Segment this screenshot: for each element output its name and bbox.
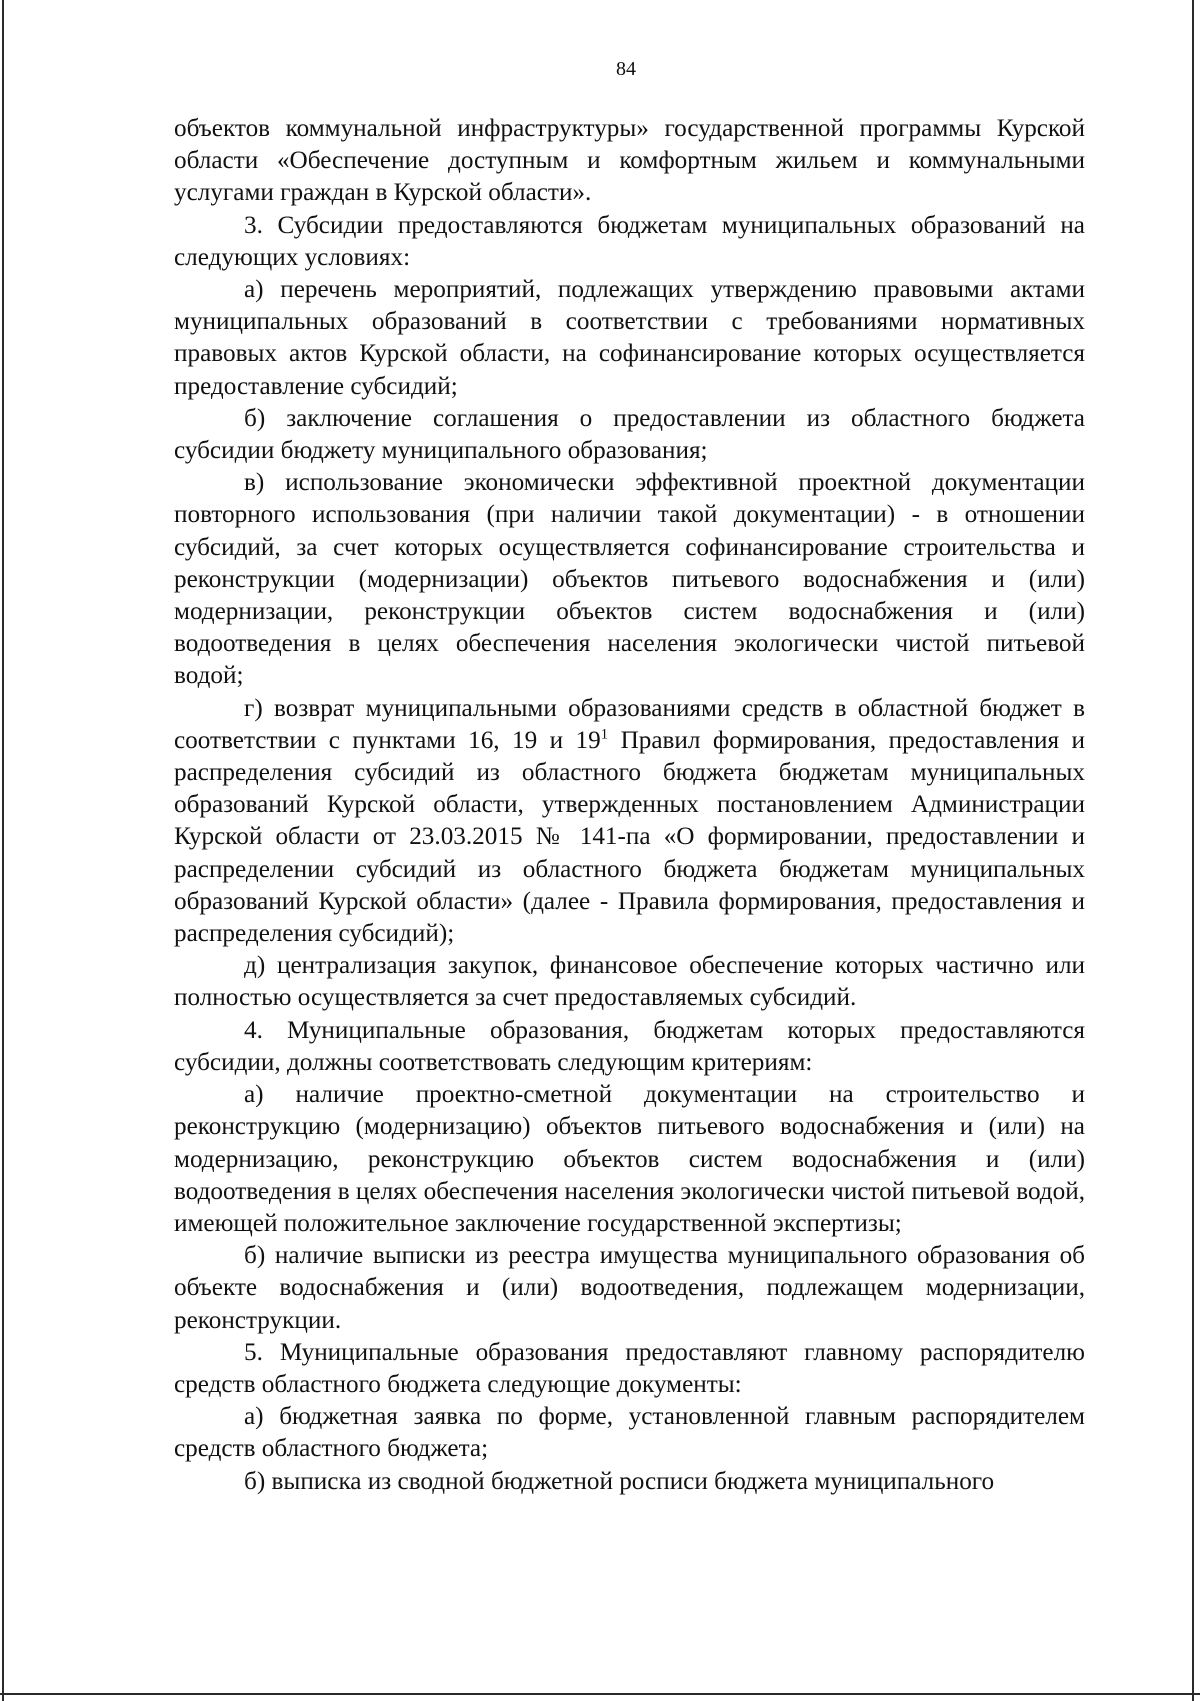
document-body — [174, 113, 1085, 1498]
paragraph-4b: б) наличие выписки из реестра имущества муниципального образования об объекте водоснабжения и (или) водоотведения, подлежащем модернизации, реконструкции. — [174, 1242, 1085, 1334]
paragraph-4: 4. Муниципальные образования, бюджетам которых предоставляются субсидии, должны соответствовать следующим критериям: — [174, 1016, 1085, 1076]
superscript-marker: 1 — [600, 726, 609, 743]
paragraph-3b: б) заключение соглашения о предоставлении из областного бюджета субсидии бюджету муниципального образования; — [174, 404, 1085, 465]
scan-edge-bottom — [0, 1693, 1200, 1695]
paragraph-3v: в) использование экономически эффективной проектной документации повторного использования (при наличии такой документации) - в отношении субсидий, за счет которых осуществляется софинансирование строительства и реконструкции (модернизации) объектов питьевого водоснабжения и (или) модернизации, реконструкции объектов систем водоснабжения и (или) водоотведения в целях обеспечения населения экологически чистой питьевой водой; — [174, 469, 1085, 690]
paragraph-intro: объектов коммунальной инфраструктуры» государственной программы Курской области «Обеспечение доступным и комфортным жильем и коммунальными услугами граждан в Курской области». — [174, 115, 1085, 207]
paragraph-3d: д) централизация закупок, финансовое обеспечение которых частично или полностью осуществляется за счет предоставляемых субсидий. — [174, 952, 1085, 1012]
paragraph-3a: а) перечень мероприятий, подлежащих утверждению правовыми актами муниципальных образований в соответствии с требованиями нормативных правовых актов Курской области, на софинансирование которых осуществляется предоставление субсидий; — [174, 276, 1085, 400]
paragraph-3g — [174, 693, 1085, 951]
paragraph-3g-text-start: г) возврат муниципальными образованиями средств в областной бюджет в соответствии с пунктами 16, 19 и 19 — [174, 694, 1085, 754]
paragraph-5: 5. Муниципальные образования предоставляют главному распорядителю средств областного бюджета следующие документы: — [174, 1338, 1085, 1398]
scan-edge-left — [2, 0, 4, 1701]
paragraph-5b: б) выписка из сводной бюджетной росписи бюджета муниципального — [244, 1467, 995, 1495]
page-number: 84 — [616, 58, 636, 80]
paragraph-4a: а) наличие проектно-сметной документации на строительство и реконструкцию (модернизацию) объектов питьевого водоснабжения и (или) на модернизацию, реконструкцию объектов систем водоснабжения и (или) водоотведения в целях обеспечения населения экологически чистой питьевой водой, имеющей положительное заключение государственной экспертизы; — [174, 1081, 1085, 1237]
paragraph-3: 3. Субсидии предоставляются бюджетам муниципальных образований на следующих условиях: — [174, 211, 1085, 271]
scan-edge-right — [1192, 0, 1194, 1701]
paragraph-3g-text-end: Правил формирования, предоставления и распределения субсидий из областного бюджета бюджетам муниципальных образований Курской области, утвержденных постановлением Администрации Курской области от 23.03.2015 № 141-па «О формировании, предоставлении и распределении субсидий из областного бюджета бюджетам муниципальных образований Курской области» (далее - Правила формирования, предоставления и распределения субсидий); — [174, 726, 1085, 948]
paragraph-5a: а) бюджетная заявка по форме, установленной главным распорядителем средств областного бюджета; — [174, 1403, 1085, 1463]
